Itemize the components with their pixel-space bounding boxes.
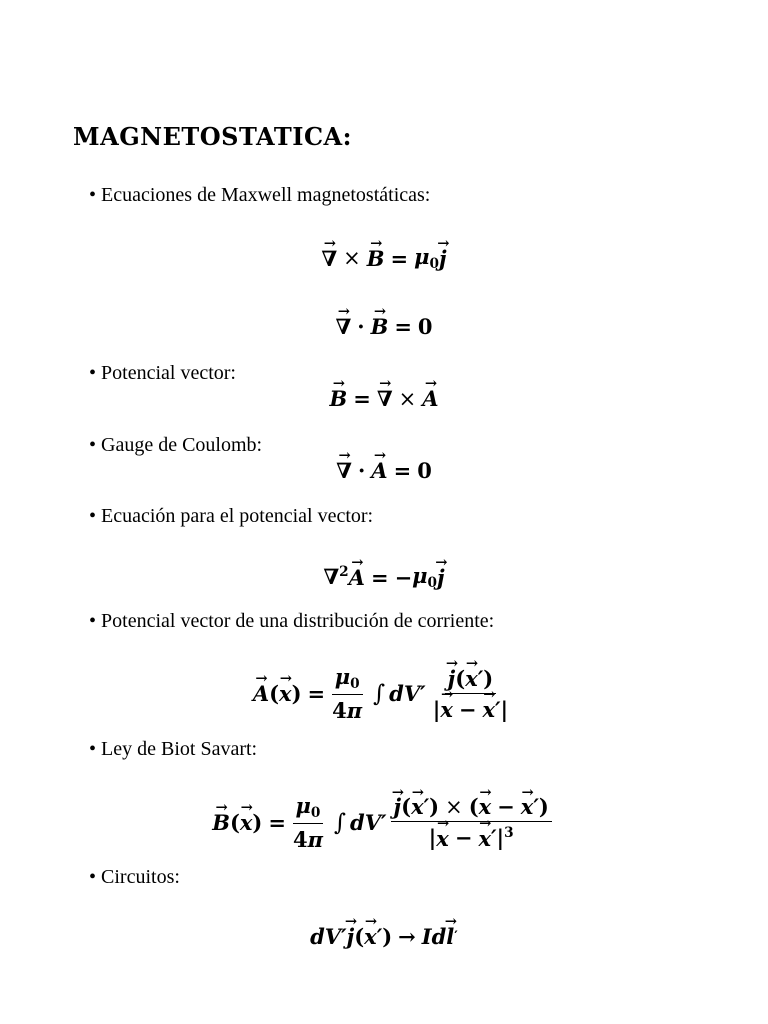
equation-div-b: → ∇ · → B = 0 — [0, 314, 768, 339]
bullet-gauge-coulomb — [89, 434, 262, 457]
bullet-text: Potencial vector: — [101, 362, 236, 384]
equation-curl-b: → ∇ × → B = $\mu_0$ → j — [0, 244, 768, 272]
bullet-text: Potencial vector de una distribución de corriente: — [101, 610, 495, 632]
bullet-dot: • — [89, 866, 97, 888]
bullet-dot: • — [89, 610, 97, 632]
bullet-ecuacion-potencial — [89, 505, 373, 528]
equation-potential: → B = → ∇ × → A — [0, 386, 768, 411]
bullet-dot: • — [89, 362, 97, 384]
bullet-text: Gauge de Coulomb: — [101, 434, 263, 456]
equation-vector-potential: → A ( → x ) = $\frac{\mu_0}{4\pi}$ ∫ dV′ → $\frac{j(\to x')}{|\to x -\to x'|}$ — [0, 664, 768, 723]
bullet-text: Ecuación para el potencial vector: — [101, 505, 374, 527]
equation-circuits: dV′ → j ( → x ′ ) → I d → l ′ — [0, 924, 768, 949]
page-title: MAGNETOSTATICA: — [73, 122, 353, 151]
bullet-dot: • — [89, 505, 97, 527]
bullet-dot: • — [89, 184, 97, 206]
equation-biot-savart: → B ( → x ) = $\frac{\mu_0}{4\pi}$ ∫ dV′ → $\frac{j(\to x') \times (\to x -\to x')}{|\to x -\to x'|^3}$ — [0, 793, 768, 852]
bullet-text: Ley de Biot Savart: — [101, 738, 258, 760]
bullet-maxwell — [89, 184, 430, 207]
bullet-dot: • — [89, 434, 97, 456]
bullet-potencial-vector — [89, 362, 236, 385]
bullet-biot-savart — [89, 738, 257, 761]
bullet-text: Ecuaciones de Maxwell magnetostáticas: — [101, 184, 431, 206]
bullet-text: Circuitos: — [101, 866, 180, 888]
bullet-dot: • — [89, 738, 97, 760]
bullet-circuitos — [89, 866, 180, 889]
equation-coulomb-gauge: → ∇ · → A = 0 — [0, 458, 768, 483]
bullet-distribucion-corriente — [89, 610, 494, 633]
equation-poisson: ∇$^2$ → A = − $\mu_0$ → j — [0, 563, 768, 591]
